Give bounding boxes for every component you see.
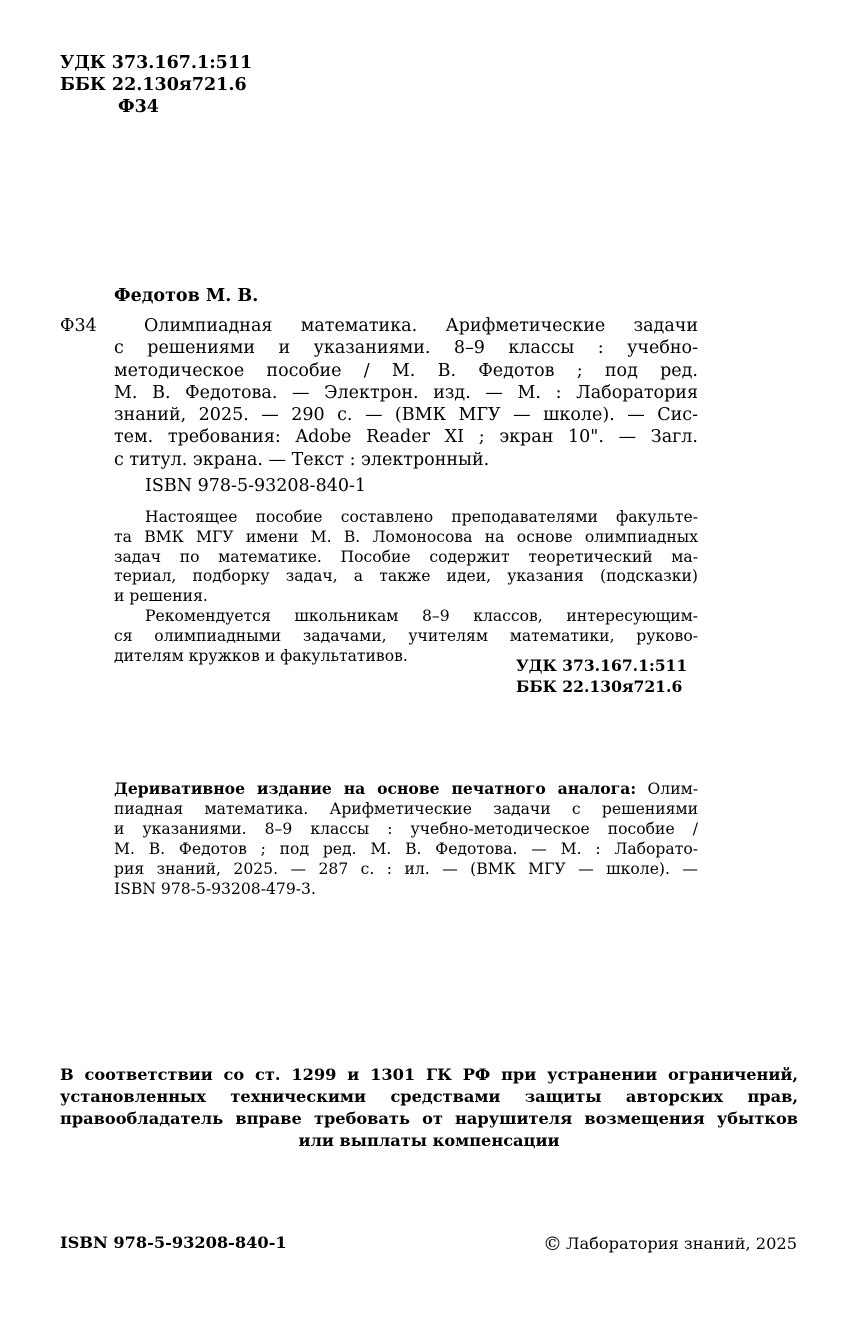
legal-notice — [60, 1064, 798, 1152]
derivative-line: пиадная математика. Арифметические задачи с решениями — [114, 800, 698, 818]
derivative-intro-rest: Олим- — [647, 780, 698, 798]
author-sign: Ф34 — [118, 97, 159, 117]
annotation-line: Настоящее пособие составлено преподавателями факульте- — [145, 508, 698, 526]
annotation-line: териал, подборку задач, а также идеи, указания (подсказки) — [114, 567, 698, 586]
derivative-line: М. В. Федотов ; под ред. М. В. Федотова. — М. : Лаборато- — [114, 840, 698, 858]
copyright-icon: © — [543, 1233, 562, 1255]
derivative-line — [114, 779, 698, 799]
annotation-line: ся олимпиадными задачами, учителям математики, руково- — [114, 626, 698, 645]
legal-line: или выплаты компенсации — [298, 1131, 560, 1150]
legal-line: установленных техническими средствами защиты авторских прав, — [60, 1087, 798, 1106]
bib-line: тем. требования: Adobe Reader XI ; экран 10". — Загл. — [114, 427, 698, 448]
derivative-line: ISBN 978-5-93208-479-3. — [114, 880, 316, 898]
annotation-classification — [516, 656, 687, 697]
annotation-line: задач по математике. Пособие содержит теоретический ма- — [114, 547, 698, 566]
annotation-line: та ВМК МГУ имени М. В. Ломоносова на основе олимпиадных — [114, 527, 698, 546]
copyright-text: Лаборатория знаний, 2025 — [566, 1234, 797, 1253]
entry-author-sign: Ф34 — [60, 316, 97, 336]
bbk-code: ББК 22.130я721.6 — [60, 75, 247, 95]
bib-line: с решениями и указаниями. 8–9 классы : учебно- — [114, 338, 698, 359]
legal-line: правообладатель вправе требовать от нарушителя возмещения убытков — [60, 1109, 798, 1128]
bibliographic-description — [114, 315, 698, 471]
bib-line: с титул. экрана. — Текст : электронный. — [114, 449, 490, 470]
bib-line: Олимпиадная математика. Арифметические задачи — [144, 316, 698, 336]
udk-code: УДК 373.167.1:511 — [60, 53, 253, 73]
bbk-code: ББК 22.130я721.6 — [516, 676, 683, 696]
udk-code: УДК 373.167.1:511 — [516, 656, 688, 675]
derivative-line: и указаниями. 8–9 классы : учебно-методическое пособие / — [114, 820, 698, 838]
bib-line: М. В. Федотова. — Электрон. изд. — М. : Лаборатория — [114, 382, 698, 403]
annotation-line: Рекомендуется школьникам 8–9 классов, интересующим- — [145, 606, 698, 625]
author-name: Федотов М. В. — [114, 286, 259, 306]
derivative-intro: Деривативное издание на основе печатного аналога: — [114, 779, 637, 798]
copyright — [543, 1233, 797, 1255]
bib-line: знаний, 2025. — 290 с. — (ВМК МГУ — школе). — Сис- — [114, 405, 698, 426]
derivative-line: рия знаний, 2025. — 287 с. : ил. — (ВМК МГУ — школе). — — [114, 860, 698, 878]
annotation — [114, 508, 698, 666]
classification-header — [60, 52, 252, 118]
derivative-edition — [114, 779, 698, 899]
annotation-line: и решения. — [114, 587, 208, 606]
legal-line: В соответствии со ст. 1299 и 1301 ГК РФ при устранении ограничений, — [60, 1065, 798, 1084]
bib-line: методическое пособие / М. В. Федотов ; под ред. — [114, 360, 698, 381]
annotation-line: дителям кружков и факультативов. — [114, 646, 408, 665]
entry-isbn: ISBN 978-5-93208-840-1 — [145, 476, 367, 496]
footer-isbn: ISBN 978-5-93208-840-1 — [60, 1233, 287, 1252]
